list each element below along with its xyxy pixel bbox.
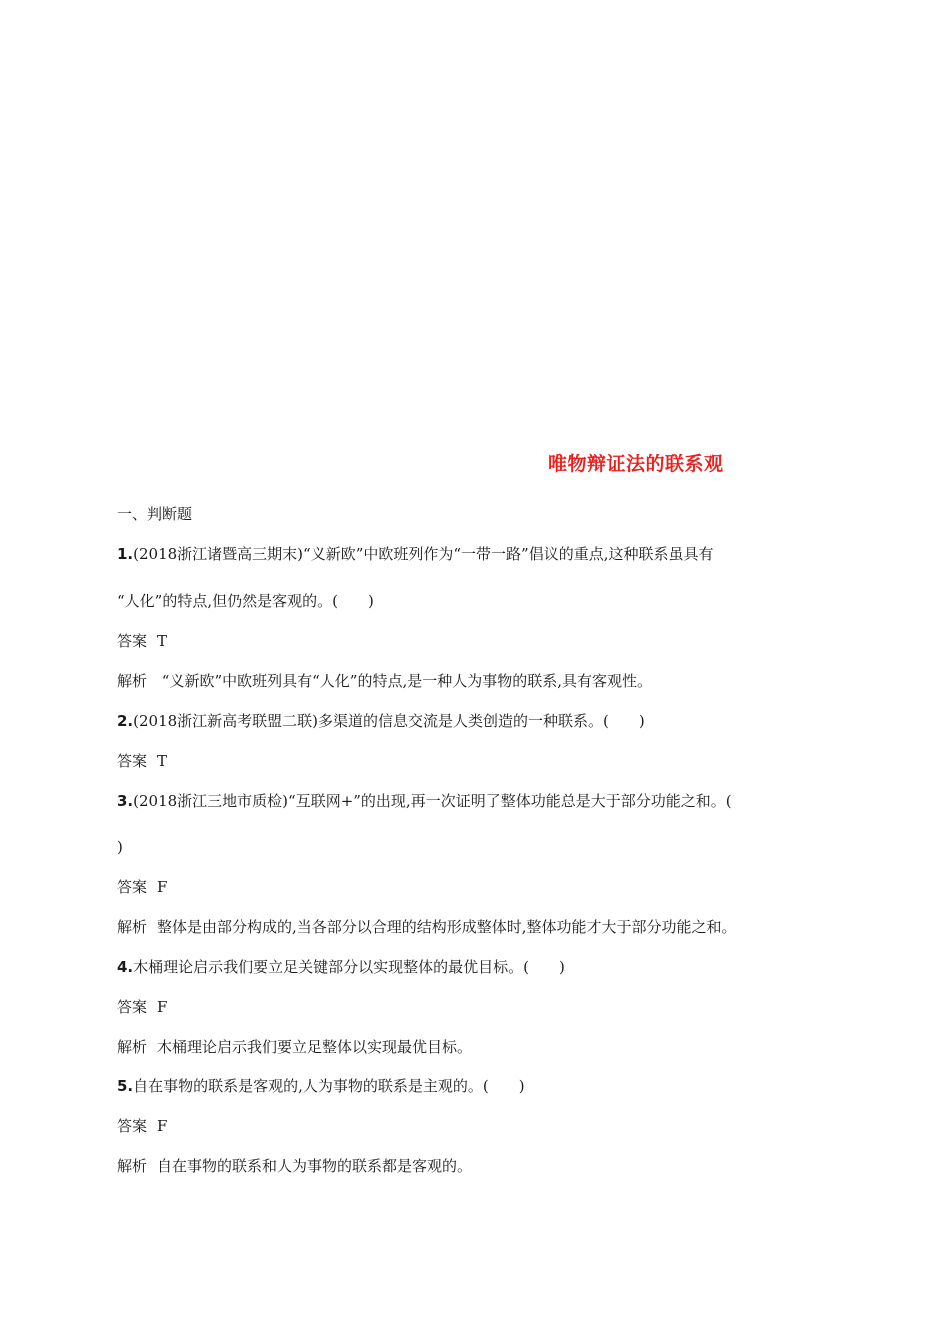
analysis-label: 解析 <box>117 1038 148 1056</box>
analysis-text: 整体是由部分构成的,当各部分以合理的结构形成整体时,整体功能才大于部分功能之和。 <box>157 918 737 936</box>
answer-value: F <box>157 998 168 1016</box>
question-number: 5. <box>117 1077 134 1095</box>
answer-value: F <box>157 1117 168 1135</box>
analysis-label: 解析 <box>117 918 148 936</box>
analysis-label: 解析 <box>117 672 148 690</box>
answer-value: T <box>157 632 168 650</box>
question-number: 1. <box>117 545 134 563</box>
answer-value: F <box>157 878 168 896</box>
analysis-4 <box>117 1037 472 1057</box>
answer-5 <box>117 1116 167 1136</box>
answer-value: T <box>157 752 168 770</box>
analysis-text: 木桶理论启示我们要立足整体以实现最优目标。 <box>157 1038 473 1056</box>
answer-3 <box>117 877 167 897</box>
question-number: 2. <box>117 712 134 730</box>
answer-label: 答案 <box>117 1117 148 1135</box>
question-1 <box>117 544 713 564</box>
answer-1 <box>117 631 167 651</box>
question-5 <box>117 1076 525 1096</box>
question-4 <box>117 957 565 977</box>
analysis-label: 解析 <box>117 1157 148 1175</box>
question-number: 4. <box>117 958 134 976</box>
answer-label: 答案 <box>117 878 148 896</box>
section-heading: 一、判断题 <box>117 505 193 523</box>
answer-label: 答案 <box>117 998 148 1016</box>
answer-2 <box>117 751 167 771</box>
question-2 <box>117 711 645 731</box>
question-text: (2018浙江诸暨高三期末)“义新欧”中欧班列作为“一带一路”倡议的重点,这种联系虽具有 <box>133 545 714 563</box>
question-1-continued: “人化”的特点,但仍然是客观的。( ) <box>117 592 374 610</box>
analysis-text: “义新欧”中欧班列具有“人化”的特点,是一种人为事物的联系,具有客观性。 <box>157 672 652 690</box>
question-text: 木桶理论启示我们要立足关键部分以实现整体的最优目标。( ) <box>133 958 565 976</box>
analysis-1 <box>117 671 652 691</box>
question-3-continued: ) <box>117 838 123 856</box>
answer-4 <box>117 997 167 1017</box>
question-text: 自在事物的联系是客观的,人为事物的联系是主观的。( ) <box>133 1077 525 1095</box>
analysis-text: 自在事物的联系和人为事物的联系都是客观的。 <box>157 1157 473 1175</box>
answer-label: 答案 <box>117 632 148 650</box>
analysis-3 <box>117 917 737 937</box>
question-text: (2018浙江三地市质检)“互联网+”的出现,再一次证明了整体功能总是大于部分功能之和。( <box>133 792 732 810</box>
question-3 <box>117 791 732 811</box>
question-number: 3. <box>117 792 134 810</box>
analysis-5 <box>117 1156 472 1176</box>
answer-label: 答案 <box>117 752 148 770</box>
question-text: (2018浙江新高考联盟二联)多渠道的信息交流是人类创造的一种联系。( ) <box>133 712 645 730</box>
document-title: 唯物辩证法的联系观 <box>548 453 724 475</box>
